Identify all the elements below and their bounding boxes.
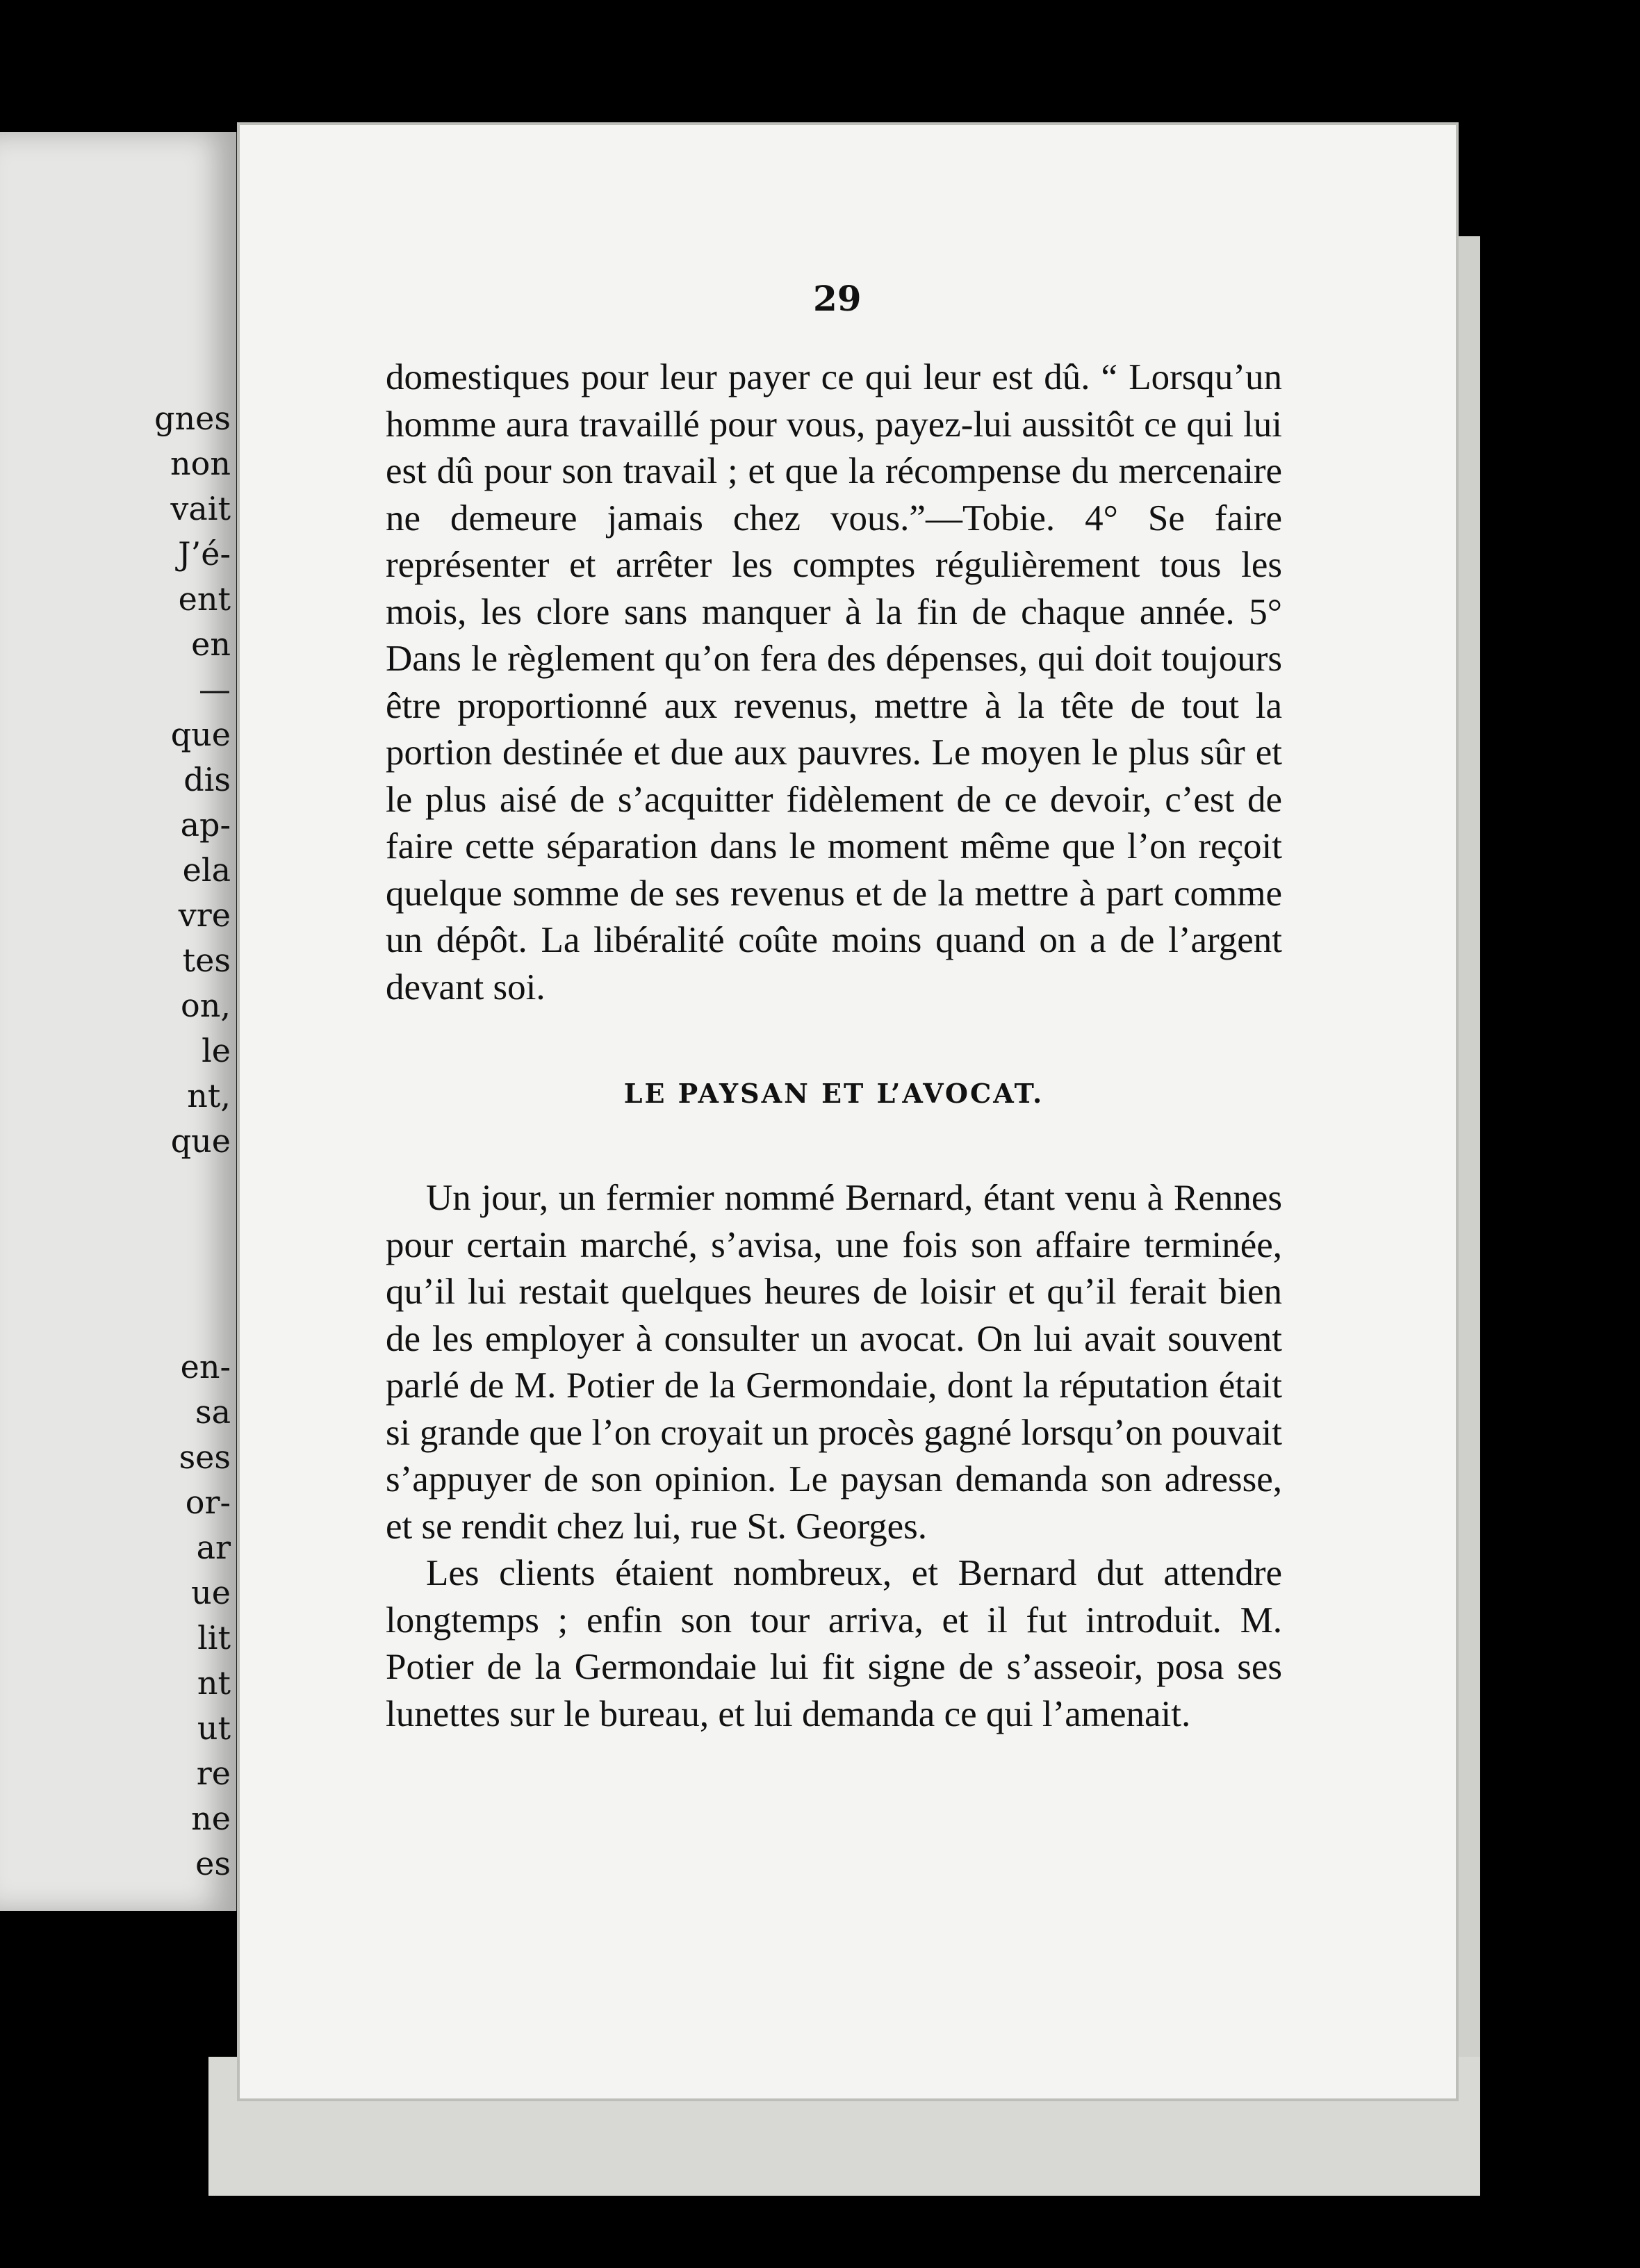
previous-page-line-fragment: nt,: [187, 1077, 231, 1115]
previous-page-line-fragment: [154, 1299, 231, 1345]
paragraph: Un jour, un fermier nommé Bernard, étant venu à Rennes pour certain marché, s’avisa, une fois son affaire terminée, qu’il lui restait quelques heures de loisir et qu’il ferait bien de les employer à consulter un avocat. On lui avait souvent parlé de M. Potier de la Germondaie, dont la réputation était si grande que l’on croyait un procès gagné lorsqu’on pouvait s’appuyer de son opinion. Le paysan demanda son adresse, et se rendit chez lui, rue St. Georges.: [386, 1178, 1282, 1547]
previous-page-line-fragment: que: [170, 1122, 231, 1160]
previous-page-line-fragment: en-: [180, 1348, 231, 1386]
previous-page-line-fragment: ut: [197, 1709, 231, 1747]
previous-page-line-fragment: on,: [181, 987, 231, 1024]
previous-page-line-fragment: J’é-: [178, 535, 231, 573]
paragraph: Les clients étaient nombreux, et Bernard dut attendre longtemps ; enfin son tour arriva, et il fut introduit. M. Potier de la Germondaie lui fit signe de s’asseoir, posa ses lunettes sur le bureau, et lui demanda ce qui l’amenait.: [386, 1553, 1282, 1734]
previous-page-line-fragment: en: [191, 625, 231, 663]
previous-page-line-fragment: ap-: [180, 806, 231, 844]
page-number: 29: [813, 278, 862, 319]
previous-page-line-fragment: vre: [178, 896, 231, 934]
previous-page-line-fragment: ar: [196, 1529, 231, 1566]
previous-page-line-fragment: re: [196, 1755, 231, 1792]
previous-page-line-fragment: es: [195, 1845, 231, 1882]
previous-page-line-fragment: non: [170, 445, 231, 482]
previous-page-line-fragment: le: [202, 1032, 231, 1069]
previous-page-line-fragment: sa: [195, 1393, 231, 1431]
previous-page-line-fragment: gnes: [154, 400, 231, 437]
previous-page-line-fragment: [154, 1254, 231, 1299]
section-heading: LE PAYSAN ET L’AVOCAT.: [623, 1078, 1044, 1109]
previous-page-line-fragment: ela: [182, 851, 231, 889]
previous-page-line-fragment: —: [199, 671, 231, 708]
previous-page-text-fragments: [154, 396, 231, 1887]
previous-page-line-fragment: ses: [179, 1438, 231, 1476]
previous-page-line-fragment: [154, 1164, 231, 1209]
previous-page-line-fragment: ne: [191, 1800, 231, 1837]
previous-page-line-fragment: dis: [183, 761, 231, 798]
previous-page-line-fragment: or-: [185, 1484, 231, 1521]
previous-page-line-fragment: [154, 1209, 231, 1254]
previous-page-line-fragment: que: [170, 716, 231, 753]
paragraph: domestiques pour leur payer ce qui leur est dû. “ Lorsqu’un homme aura travaillé pour vous, payez-lui aussitôt ce qui lui est dû pour son travail ; et que la récompense du mercenaire ne demeure jamais chez vous.”—Tobie. 4° Se faire représenter et arrêter les comptes régulièrement tous les mois, les clore sans manquer à la fin de chaque année. 5° Dans le règlement qu’on fera des dépenses, qui doit toujours être proportionné aux revenus, mettre à la tête de tout la portion destinée et due aux pauvres. Le moyen le plus sûr et le plus aisé de s’acquitter fidèlement de ce devoir, c’est de faire cette séparation dans le moment même que l’on reçoit quelque somme de ses revenus et de la mettre à part comme un dépôt. La libéralité coûte moins quand on a de l’argent devant soi.: [386, 357, 1282, 1008]
page-body: [386, 354, 1282, 1738]
previous-page-line-fragment: nt: [197, 1664, 231, 1702]
previous-page-line-fragment: vait: [170, 490, 231, 527]
previous-page-line-fragment: tes: [182, 942, 231, 979]
previous-page-line-fragment: lit: [197, 1619, 231, 1657]
previous-page-line-fragment: ue: [191, 1574, 231, 1611]
previous-page-fragment: [0, 132, 243, 1911]
previous-page-line-fragment: ent: [178, 580, 231, 618]
